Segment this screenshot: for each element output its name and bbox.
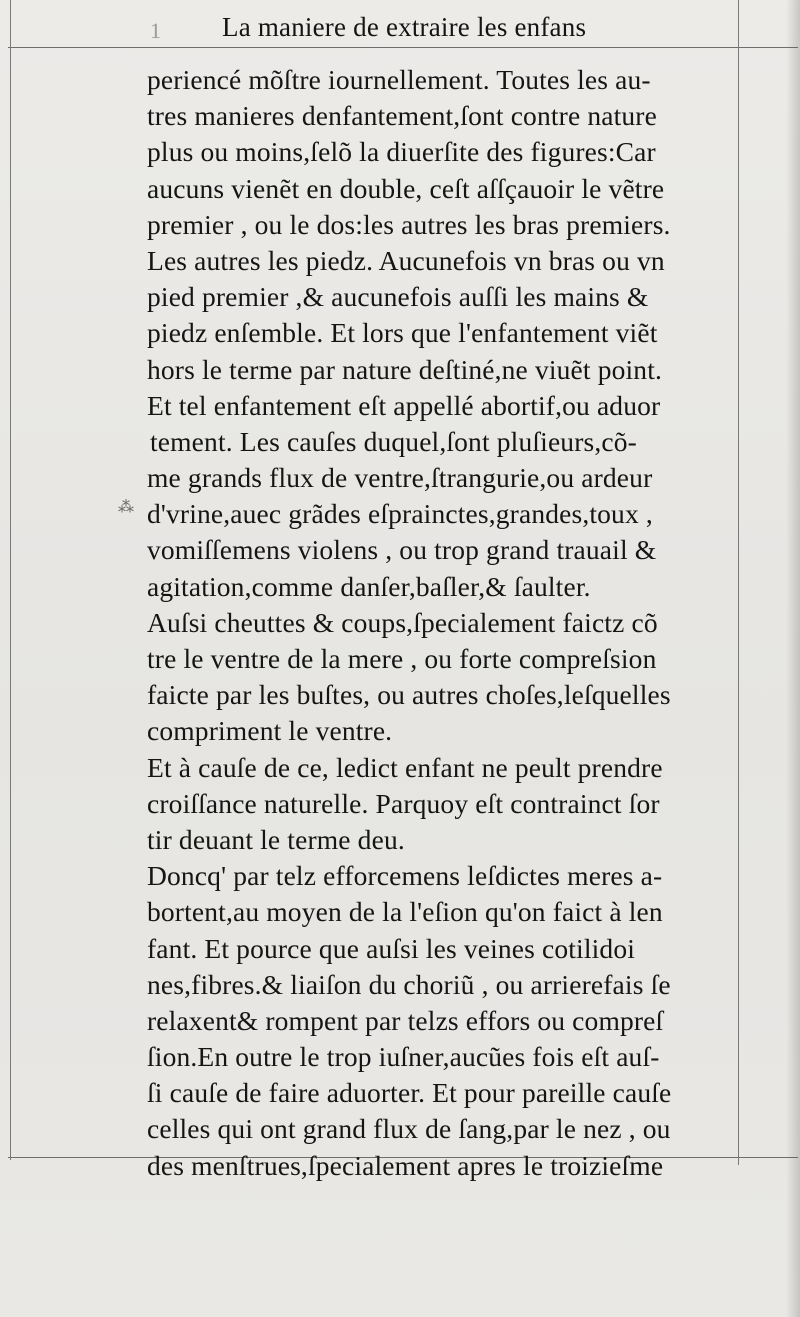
text-line: periencé mõſtre iournellement. Toutes les au- (147, 64, 651, 95)
text-line: celles qui ont grand flux de ſang,par le nez , ou (147, 1113, 671, 1145)
text-line: relaxent& rompent par telzs effors ou compreſ (147, 1004, 664, 1036)
text-line: tre le ventre de la mere , ou forte compreſsion (147, 643, 657, 674)
text-line: croiſſance naturelle. Parquoy eſt contrainct ſor (147, 787, 660, 819)
right-margin-rule (738, 0, 739, 1165)
text-line: d'vrine,auec grãdes eſprainctes,grandes,toux , (147, 498, 653, 530)
text-line: premier , ou le dos:les autres les bras premiers. (147, 208, 671, 240)
running-head: La maniere de extraire les enfans (222, 12, 587, 42)
body-text (147, 62, 737, 1184)
text-line: tement. Les cauſes duquel,ſont pluſieurs,cõ- (150, 425, 637, 457)
text-line: compriment le ventre. (147, 715, 393, 747)
text-line: fant. Et pource que auſsi les veines cotilidoi (147, 932, 636, 964)
header-rule (8, 47, 798, 48)
text-line: aucuns vienẽt en double, ceſt aſſçauoir le vẽtre (147, 172, 665, 204)
text-line: Auſsi cheuttes & coups,ſpecialement faictz cõ (147, 606, 658, 638)
text-line: ſi cauſe de faire aduorter. Et pour pareille cauſe (147, 1077, 672, 1109)
text-line: me grands flux de ventre,ſtrangurie,ou ardeur (147, 462, 653, 494)
left-margin-rule (10, 0, 11, 1160)
text-line: Et tel enfantement eſt appellé abortif,ou aduor (147, 389, 661, 421)
text-line: hors le terme par nature deſtiné,ne viuẽt point. (147, 353, 663, 385)
page-edge-shadow (786, 0, 800, 1317)
text-line: plus ou moins,ſelõ la diuerſite des figures:Car (147, 136, 656, 168)
text-line: piedz enſemble. Et lors que l'enfantement viẽt (147, 317, 658, 349)
text-line: vomiſſemens violens , ou trop grand trauail & (147, 534, 657, 566)
folio-number: 1 (150, 18, 163, 43)
text-line: Et à cauſe de ce, ledict enfant ne peult prendre (147, 751, 663, 783)
text-line: Les autres les piedz. Aucunefois vn bras ou vn (147, 244, 665, 276)
text-line: bortent,au moyen de la l'eſion qu'on faict à len (147, 896, 663, 928)
text-line: tres manieres denfantement,ſont contre nature (147, 100, 657, 132)
text-line: des menſtrues,ſpecialement apres le troizieſme (147, 1149, 664, 1181)
text-line: nes,fibres.& liaiſon du choriũ , ou arrierefais ſe (147, 968, 671, 1000)
text-line: agitation,comme danſer,baſler,& ſaulter. (147, 570, 591, 602)
text-line: pied premier ,& aucunefois auſſi les mains & (147, 281, 649, 313)
text-line: tir deuant le terme deu. (147, 823, 405, 855)
text-line: faicte par les buſtes, ou autres choſes,leſquelles (147, 679, 671, 711)
text-line: ſion.En outre le trop iuſner,aucũes fois eſt auſ- (147, 1041, 660, 1073)
margin-mark: ⁂ (118, 499, 134, 516)
text-line: Doncq' par telz efforcemens leſdictes meres a- (147, 860, 663, 892)
